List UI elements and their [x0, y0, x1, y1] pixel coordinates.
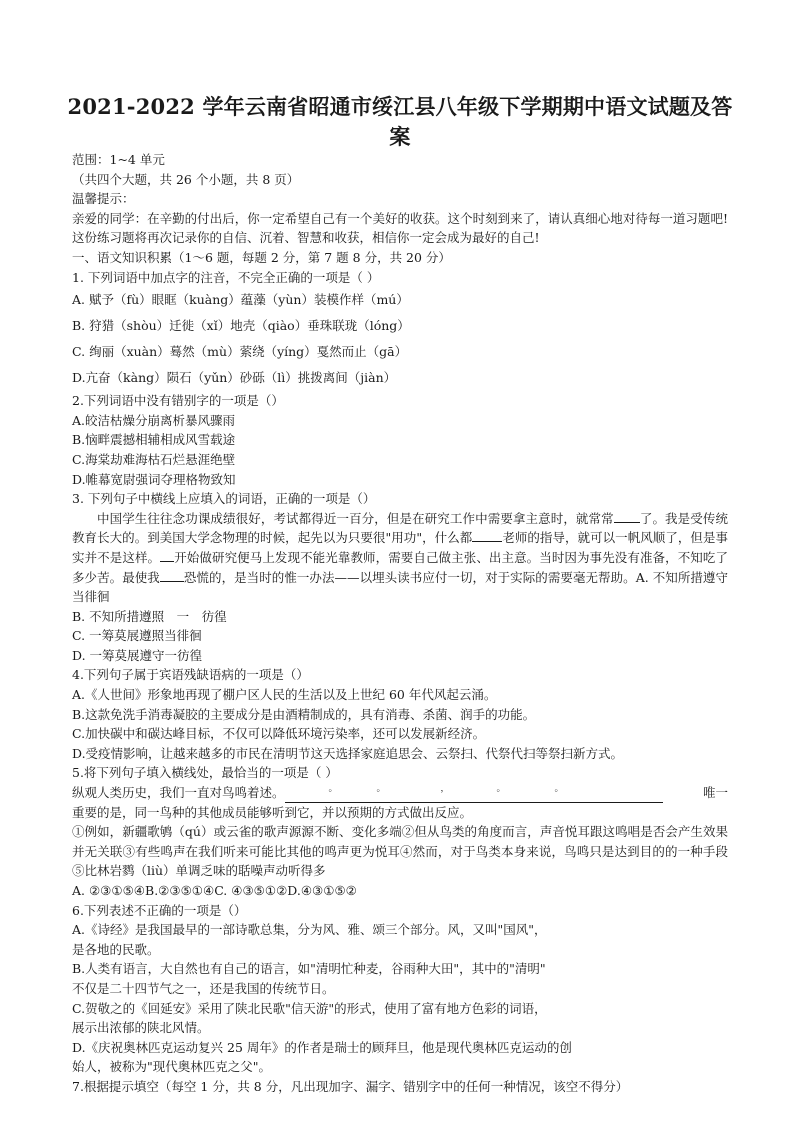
question-1-option-d: D.亢奋（kàng）陨石（yǔn）砂砾（lì）挑拨离间（jiàn）	[72, 370, 397, 386]
question-2-stem: 2.下列词语中没有错别字的一项是（）	[72, 393, 284, 409]
question-2-option-d: D.帷幕宽尉强词夺理格物致知	[72, 471, 236, 487]
exam-scope: 范围：1~4 单元	[72, 152, 165, 167]
question-1-stem: 1. 下列词语中加点字的注音，不完全正确的一项是（ ）	[72, 269, 380, 285]
question-6-option-a-2: 是各地的民歌。	[72, 941, 160, 957]
question-6-option-b-1: B.人类有语言，大自然也有自己的语言，如"清明忙种麦，谷雨种大田"，其中的"清明"	[72, 961, 546, 977]
mark-1: 。	[328, 784, 338, 795]
question-5-after-line: 唯一	[702, 785, 728, 801]
question-3-passage	[72, 509, 728, 607]
question-5-lead-row	[72, 783, 728, 803]
question-5-continuation: 重要的是，同一鸟种的其他成员能够听到它，并以预期的方式做出反应。	[72, 804, 473, 820]
answer-line	[285, 784, 663, 803]
section-heading-1: 一、语文知识积累（1～6 题，每题 2 分，第 7 题 8 分，共 20 分）	[72, 249, 451, 265]
question-3-stem: 3. 下列句子中横线上应填入的词语，正确的一项是（）	[72, 491, 376, 507]
question-6-option-d-2: 始人，被称为"现代奥林匹克之父"。	[72, 1059, 271, 1075]
tip-label: 温馨提示：	[72, 191, 135, 207]
passage-part-3: 老师的指导，就可以一帆风顺了，但是事实并不是这样。	[72, 530, 728, 565]
document-body	[72, 150, 728, 1097]
mark-4: 。	[496, 784, 506, 795]
question-2-option-b: B.恼畔震撼相辅相成风雪载途	[72, 432, 236, 448]
question-1-option-b: B. 狩猎（shòu）迁徙（xǐ）地壳（qiào）垂珠联珑（lóng）	[72, 318, 410, 334]
exam-structure: （共四个大题，共 26 个小题，共 8 页）	[72, 171, 300, 187]
question-6-stem: 6.下列表述不正确的一项是（）	[72, 902, 247, 918]
question-3-option-b: B. 不知所措遵照 一 彷徨	[72, 608, 227, 624]
passage-part-5: 恐慌的，是当时的惟一办法——以埋头读书应付一切，对于实际的需要毫无帮助。A. 不知所措遵守当徘徊	[72, 569, 728, 605]
title-line-1: 2021-2022 学年云南省昭通市绥江县八年级下学期期中语文试题及答	[67, 94, 733, 119]
question-5-options: A. ②③①⑤④B.②③⑤①④C. ④③⑤①②D.④③①⑤②	[72, 883, 357, 898]
question-6-option-c-1: C.贺敬之的《回延安》采用了陕北民歌"信天游"的形式，使用了富有地方色彩的词语，	[72, 1000, 547, 1016]
document-title	[60, 92, 740, 152]
question-2-option-c: C.海棠劫难海枯石烂悬涯绝壁	[72, 451, 236, 467]
fill-blank-3	[160, 549, 174, 562]
question-4-option-a: A.《人世间》形象地再现了棚户区人民的生活以及上世纪 60 年代风起云涌。	[72, 687, 497, 703]
passage-part-1: 中国学生往往念功课成绩很好，考试都得近一百分，但是在研究工作中需要拿主意时，就常常	[97, 510, 614, 526]
question-1-option-a: A. 赋予（fù）眼眶（kuàng）蕴藻（yùn）装模作样（mú）	[72, 292, 409, 308]
mark-5: 。	[554, 784, 564, 795]
question-4-option-d: D.受疫情影响，让越来越多的市民在清明节这天选择家庭追思会、云祭扫、代祭代扫等祭扫新方式。	[72, 745, 624, 761]
question-4-stem: 4.下列句子属于宾语残缺语病的一项是（）	[72, 667, 309, 683]
mark-2: 。	[376, 784, 386, 795]
question-3-option-d: D. 一筹莫展遵守一彷徨	[72, 647, 203, 663]
question-5-lead: 纵观人类历史，我们一直对鸟鸣着述。	[72, 785, 285, 801]
mark-3: ，	[440, 784, 450, 795]
question-4-option-b: B.这款免洗手消毒凝胶的主要成分是由酒精制成的，具有消毒、杀菌、润手的功能。	[72, 706, 536, 722]
question-6-option-c-2: 展示出浓郁的陕北风情。	[72, 1020, 210, 1036]
question-7-stem: 7.根据提示填空（每空 1 分，共 8 分，凡出现加字、漏字、错别字中的任何一种情况，该空不得分）	[72, 1078, 629, 1094]
fill-blank-1	[614, 510, 640, 523]
question-5-sentences: ①例如，新疆歌鸲（qú）或云雀的歌声源源不断、变化多端②但从鸟类的角度而言，声音悦耳跟这鸣唱是否会产生效果并无关联③有些鸣声在我们听来可能比其他的鸣声更为悦耳④然而，对于鸟类本身来说，鸟鸣只是达到目的的一种手段⑤比林岩鹨（liù）单调乏味的聒噪声动听得多	[72, 824, 728, 879]
fill-blank-4	[160, 569, 184, 582]
question-2-option-a: A.皎洁枯燥分崩离析暴风骤雨	[72, 412, 236, 428]
question-3-option-c: C. 一筹莫展遵照当徘徊	[72, 628, 202, 644]
question-6-option-a-1: A.《诗经》是我国最早的一部诗歌总集，分为风、雅、颂三个部分。风，又叫"国风"，	[72, 922, 547, 938]
tip-text: 亲爱的同学：在辛勤的付出后，你一定希望自己有一个美好的收获。这个时刻到来了，请认真细心地对待每一道习题吧!这份练习题将再次记录你的自信、沉着、智慧和收获，相信你一定会成为最好的自己!	[72, 210, 728, 246]
title-line-2: 案	[389, 124, 411, 149]
question-1-option-c: C. 绚丽（xuàn）蓦然（mù）萦绕（yíng）戛然而止（gā）	[72, 344, 408, 360]
passage-part-4: 开始做研究便马上发现不能光靠教师，需要自己做主张、出主意。当时因为事先没有准备，不知吃了多少苦。最使我	[72, 549, 728, 585]
question-6-option-d-1: D.《庆祝奥林匹克运动复兴 25 周年》的作者是瑞士的顾拜旦，他是现代奥林匹克运动的创	[72, 1039, 572, 1055]
passage-part-2: 了。我是受传统教育长大的。到美国大学念物理的时候，起先以为只要很"用功"，什么都	[72, 510, 728, 546]
fill-blank-2	[472, 529, 502, 542]
question-5-stem: 5.将下列句子填入横线处，最恰当的一项是（ ）	[72, 765, 338, 781]
question-4-option-c: C.加快碳中和碳达峰目标，不仅可以降低环境污染率，还可以发展新经济。	[72, 726, 486, 742]
question-6-option-b-2: 不仅是二十四节气之一，还是我国的传统节日。	[72, 980, 335, 996]
